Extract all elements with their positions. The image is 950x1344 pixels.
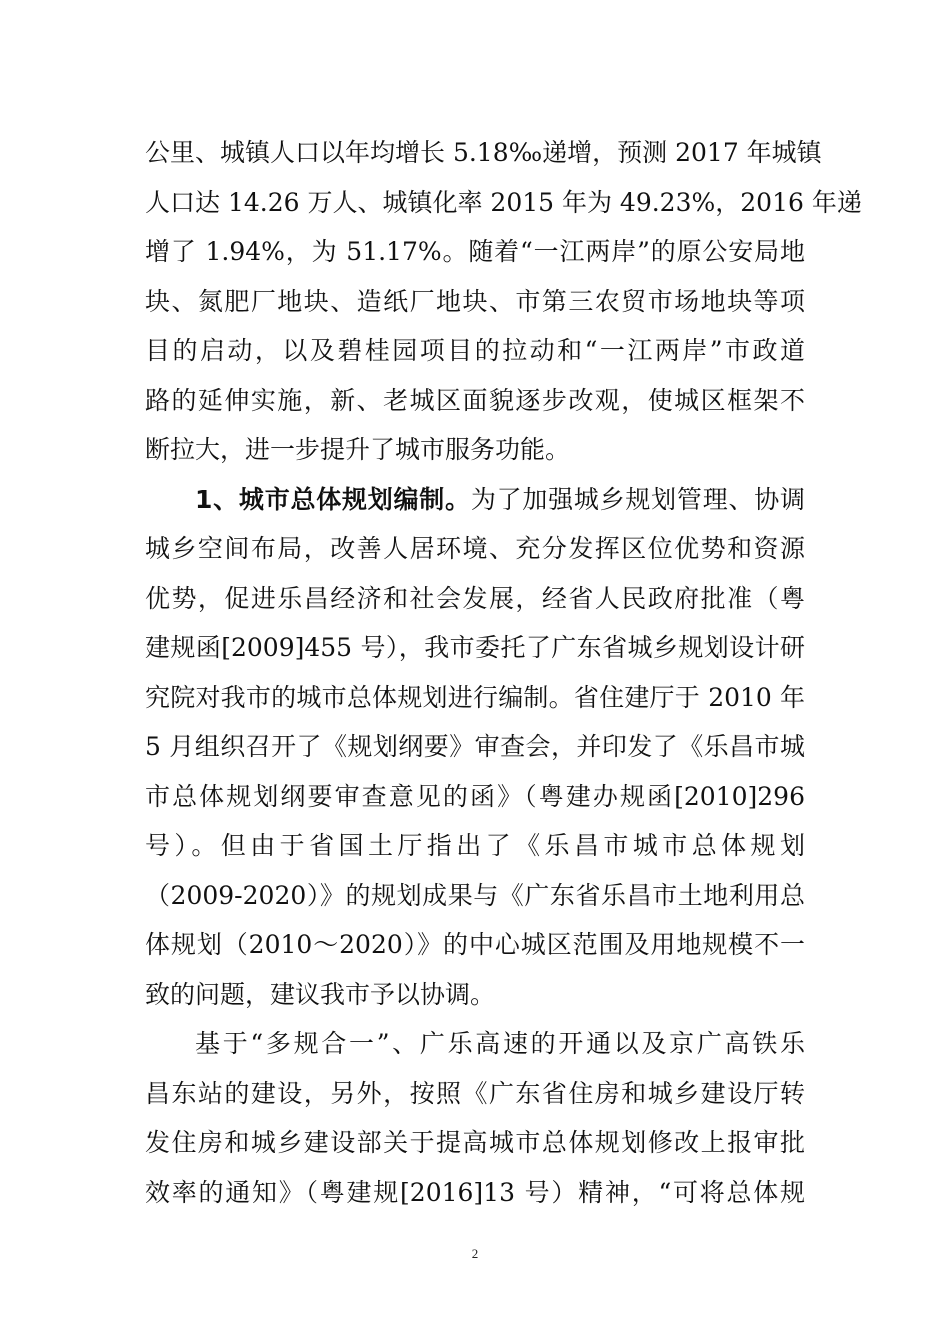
text-line: 号）。但由于省国土厅指出了《乐昌市城市总体规划: [145, 831, 805, 860]
section-heading: 1、城市总体规划编制。: [195, 484, 471, 514]
text-line: 致的问题，建议我市予以协调。: [145, 979, 496, 1009]
text-line: 块、氮肥厂地块、造纸厂地块、市第三农贸市场地块等项: [145, 286, 805, 316]
text-line: 优势，促进乐昌经济和社会发展，经省人民政府批准（粤: [145, 583, 805, 613]
text-line: （2009-2020）》的规划成果与《广东省乐昌市土地利用总: [145, 880, 805, 910]
text-line: 断拉大，进一步提升了城市服务功能。: [145, 435, 571, 464]
text-line: 体规划（2010～2020）》的中心城区范围及用地规模不一: [145, 930, 805, 959]
paragraph-3: [145, 1019, 805, 1217]
text-line: 路的延伸实施，新、老城区面貌逐步改观，使城区框架不: [145, 385, 805, 415]
text-line: 昌东站的建设，另外，按照《广东省住房和城乡建设厅转: [145, 1078, 805, 1108]
text-line: 发住房和城乡建设部关于提高城市总体规划修改上报审批: [145, 1128, 805, 1157]
text-line: 增了 1.94%，为 51.17%。随着“一江两岸”的原公安局地: [145, 237, 805, 266]
text-line: 建规函[2009]455 号），我市委托了广东省城乡规划设计研: [145, 633, 805, 662]
text-line: 究院对我市的城市总体规划进行编制。省住建厅于 2010 年: [145, 682, 805, 712]
document-body: [145, 128, 862, 1217]
text-line: [145, 475, 805, 525]
text-line: 5 月组织召开了《规划纲要》审查会，并印发了《乐昌市城: [145, 732, 805, 761]
text-line: 市总体规划纲要审查意见的函》（粤建办规函[2010]296: [145, 781, 805, 811]
text-line: 城乡空间布局，改善人居环境、充分发挥区位优势和资源: [145, 534, 805, 563]
page-number: 2: [471, 1246, 479, 1261]
paragraph-2: [145, 475, 805, 1020]
text-line: 目的启动，以及碧桂园项目的拉动和“一江两岸”市政道: [145, 336, 805, 365]
text-line: 公里、城镇人口以年均增长 5.18‰递增，预测 2017 年城镇: [145, 138, 822, 167]
text-line: 基于“多规合一”、广乐高速的开通以及京广高铁乐: [195, 1029, 805, 1058]
text-run: 为了加强城乡规划管理、协调: [470, 484, 805, 514]
text-line: 效率的通知》（粤建规[2016]13 号）精神，“可将总体规: [145, 1177, 805, 1207]
text-line: 人口达 14.26 万人、城镇化率 2015 年为 49.23%，2016 年递: [145, 187, 862, 217]
paragraph-1: [145, 128, 862, 475]
